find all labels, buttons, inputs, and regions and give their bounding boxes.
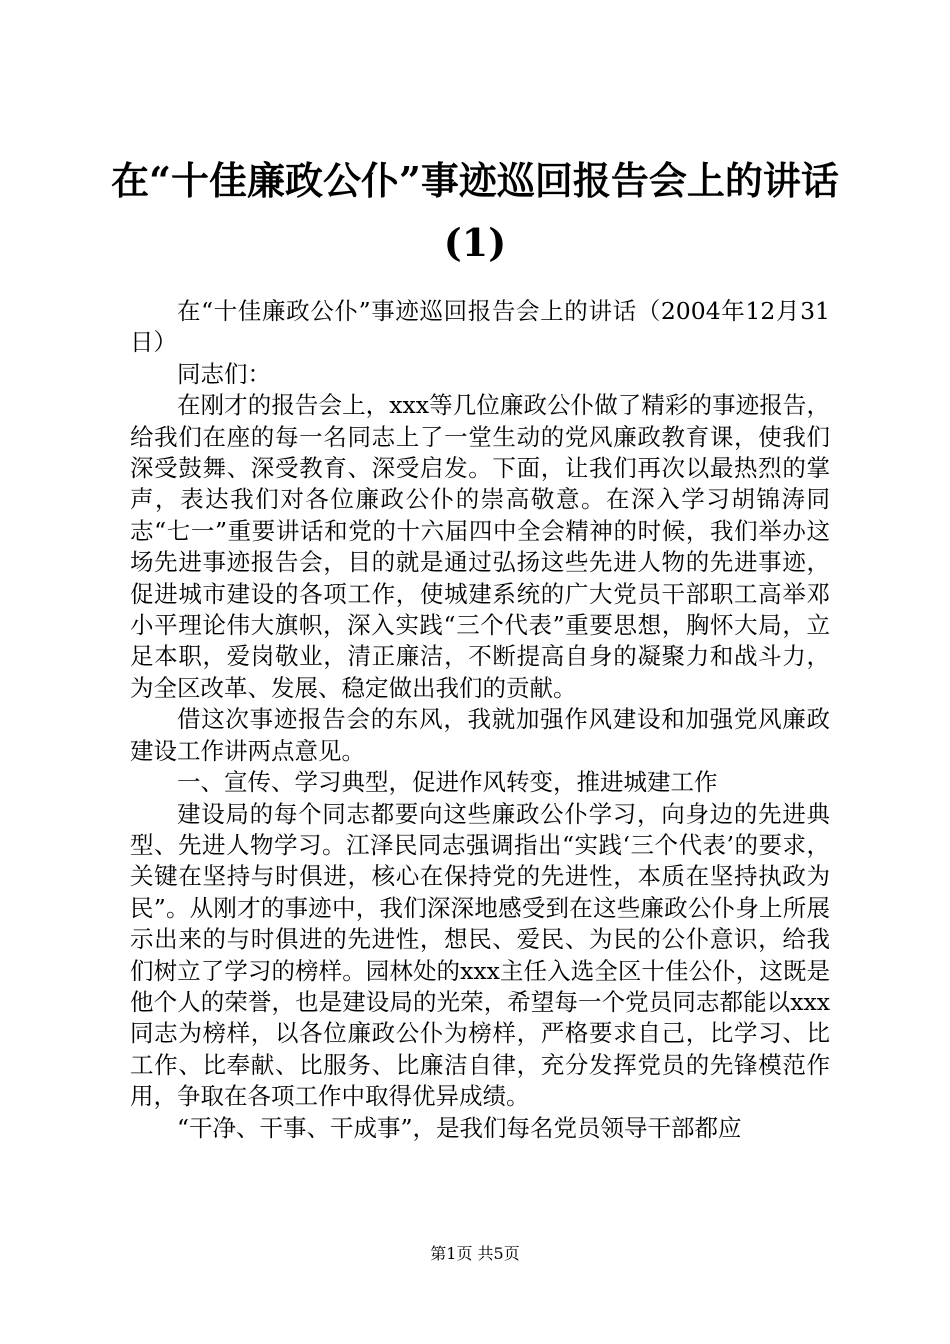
paragraph-intro: 在刚才的报告会上，xxx等几位廉政公仆做了精彩的事迹报告，给我们在座的每一名同志上了一堂生动的党风廉政教育课，使我们深受鼓舞、深受教育、深受启发。下面，让我们再次以最热烈的掌声，表达我们对各位廉政公仆的崇高敬意。在深入学习胡锦涛同志“七一”重要讲话和党的十六届四中全会精神的时候，我们举办这场先进事迹报告会，目的就是通过弘扬这些先进人物的先进事迹，促进城市建设的各项工作，使城建系统的广大党员干部职工高举邓小平理论伟大旗帜，深入实践“三个代表”重要思想，胸怀大局，立足本职，爱岗敬业，清正廉洁，不断提高自身的凝聚力和战斗力，为全区改革、发展、稳定做出我们的贡献。: [130, 391, 830, 702]
document-title: [110, 150, 840, 274]
section-heading-1: 一、宣传、学习典型，促进作风转变，推进城建工作: [177, 768, 718, 797]
title-line-2: (1): [443, 220, 507, 265]
paragraph-salutation: 同志们：: [177, 359, 271, 388]
paragraph-opinions: 借这次事迹报告会的东风，我就加强作风建设和加强党风廉政建设工作讲两点意见。: [130, 705, 830, 765]
page-footer: 第1页 共5页: [430, 1244, 520, 1263]
paragraph-continued: “干净、干事、干成事”，是我们每名党员领导干部都应: [177, 1113, 742, 1142]
document-body: [130, 296, 830, 1144]
title-line-1: 在“十佳廉政公仆”事迹巡回报告会上的讲话: [111, 158, 839, 203]
paragraph-date: 在“十佳廉政公仆”事迹巡回报告会上的讲话（2004年12月31日）: [130, 297, 830, 357]
paragraph-section-1: 建设局的每个同志都要向这些廉政公仆学习，向身边的先进典型、先进人物学习。江泽民同志强调指出“实践‘三个代表’的要求，关键在坚持与时俱进，核心在保持党的先进性，本质在坚持执政为民”。从刚才的事迹中，我们深深地感受到在这些廉政公仆身上所展示出来的与时俱进的先进性，想民、爱民、为民的公仆意识，给我们树立了学习的榜样。园林处的xxx主任入选全区十佳公仆，这既是他个人的荣誉，也是建设局的光荣，希望每一个党员同志都能以xxx同志为榜样，以各位廉政公仆为榜样，严格要求自己，比学习、比工作、比奉献、比服务、比廉洁自律，充分发挥党员的先锋模范作用，争取在各项工作中取得优异成绩。: [130, 799, 830, 1111]
